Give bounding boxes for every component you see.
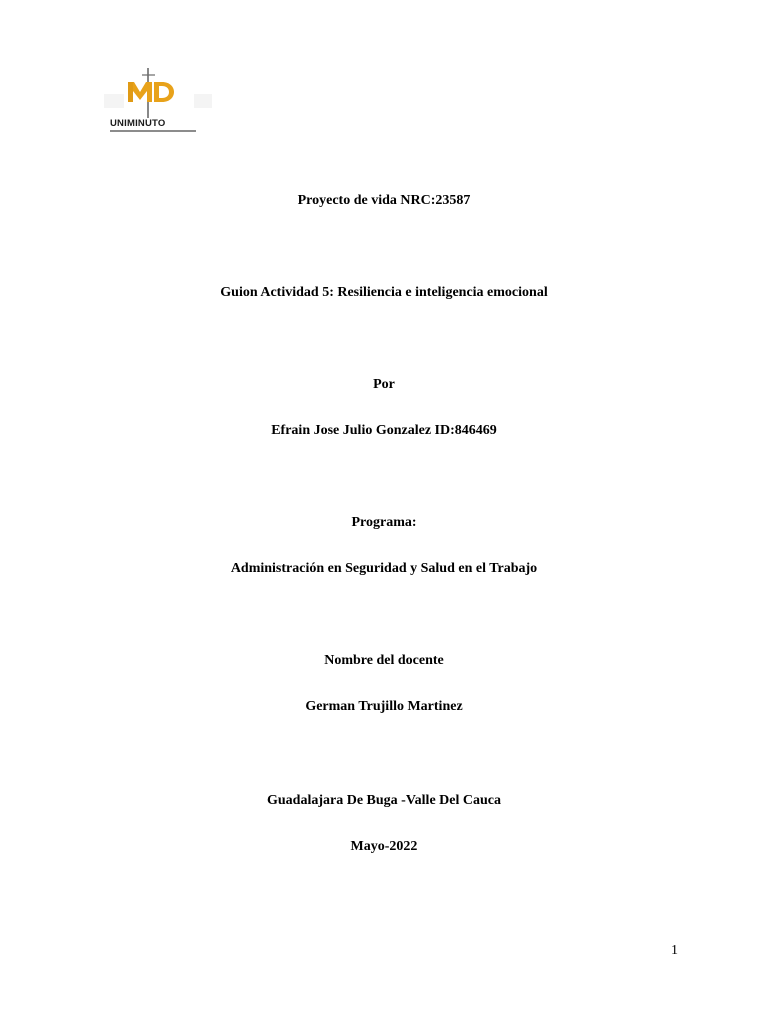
program-name: Administración en Seguridad y Salud en el Trabajo [230,561,538,576]
logo-emblem-icon [104,66,214,122]
teacher-label: Nombre del docente [324,653,444,668]
uniminuto-logo [104,66,214,136]
teacher-name: German Trujillo Martinez [305,699,463,714]
author-name: Efrain Jose Julio Gonzalez ID:846469 [271,423,497,438]
location: Guadalajara De Buga -Valle Del Cauca [267,793,501,808]
program-label: Programa: [351,515,417,530]
date: Mayo-2022 [350,839,418,854]
course-title: Proyecto de vida NRC:23587 [297,193,471,208]
logo-tagline-icon [110,130,196,132]
logo-wordmark: UNIMINUTO [110,118,166,129]
activity-title: Guion Actividad 5: Resiliencia e inteligencia emocional [220,285,548,300]
by-label: Por [373,377,395,392]
page-number: 1 [671,943,678,958]
